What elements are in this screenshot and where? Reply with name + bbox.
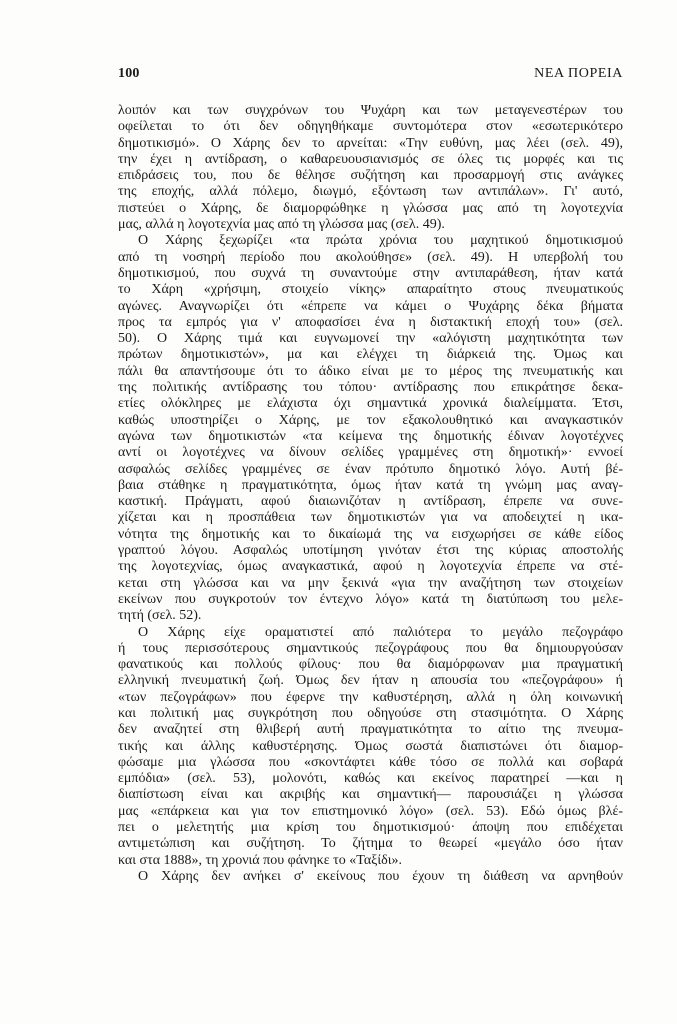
text-line: επιδράσεις του, που δε θέλησε συζήτηση και προσαρμογή στις ανάγκες: [118, 168, 623, 184]
text-line: αγώνα των δημοτικιστών «τα κείμενα της δημοτικής έδιναν λογοτέχνες: [118, 428, 623, 444]
text-line: πιστεύει ο Χάρης, δε διαμορφώθηκε η γλώσσα μας από τη λογοτεχνία: [118, 200, 623, 216]
text-line: χίζεται και η προσπάθεια των δημοτικιστών για να αποδειχτεί η ικα-: [118, 510, 623, 526]
text-line: από τη νοσηρή περίοδο που ακολούθησε» (σελ. 49). Η υπερβολή του: [118, 249, 623, 265]
text-line: κεται στη γλώσσα και να μην ξεκινά «για την αναζήτηση των στοιχείων: [118, 575, 623, 591]
text-line: και πολιτική μας συγκρότηση που οδηγούσε στη στασιμότητα. Ο Χάρης: [118, 705, 623, 721]
text-line: μας «επάρκεια και για τον επιστημονικό λόγο» (σελ. 53). Εδώ όμως βλέ-: [118, 803, 623, 819]
text-line: λοιπόν και των συγχρόνων του Ψυχάρη και των μεταγενεστέρων του: [118, 103, 623, 118]
text-line: πρώτων δημοτικιστών», μα και ελέγχει τη διάρκειά της. Όμως και: [118, 347, 623, 363]
page-number: 100: [118, 66, 140, 81]
text-line: αντιμετώπιση και συζήτηση. Το ζήτημα το θεωρεί «μεγάλο όσο ήταν: [118, 836, 623, 852]
text-line: πάλι θα απαντήσουμε ότι το άδικο είναι με το μέρος της πνευματικής και: [118, 363, 623, 379]
text-line: μας, αλλά η λογοτεχνία μας από τη γλώσσα μας (σελ. 49).: [118, 217, 445, 233]
text-line: εμπόδια» (σελ. 53), μολονότι, καθώς και εκείνος παρατηρεί —και η: [118, 771, 623, 787]
text-line: «των πεζογράφων» που έφερνε την καθυστέρηση, αλλά η όλη κοινωνική: [118, 689, 623, 705]
text-line: γραπτού λόγου. Ασφαλώς υποτίμηση γινόταν έτσι της κύριας αποστολής: [118, 543, 623, 559]
text-line: διαπίστωση είναι και ακριβής και σημαντική— παρουσιάζει η γλώσσα: [118, 787, 623, 803]
paragraph: [118, 233, 623, 624]
text-line: καθώς υποστηρίζει ο Χάρης, με τον εξακολουθητικό και αναγκαστικόν: [118, 412, 623, 428]
text-line: ασφαλώς σελίδες γραμμένες σε έναν πρότυπο δημοτικό λόγο. Αυτή βέ-: [118, 461, 623, 477]
text-line: την έχει η αντίδραση, ο καθαρευουσιανισμός σε όλες τις μορφές και τις: [118, 151, 623, 167]
paragraph: [118, 869, 623, 885]
text-line: Ο Χάρης είχε οραματιστεί από παλιότερα το μεγάλο πεζογράφο: [138, 624, 623, 640]
text-line: καστική. Πράγματι, αφού διαιωνιζόταν η αντίδραση, έπρεπε να συνε-: [118, 494, 623, 510]
text-line: αντί οι λογοτέχνες να δίνουν σελίδες γραμμένες στη δημοτική»· εννοεί: [118, 445, 623, 461]
text-line: φανατικούς και πολλούς φίλους· που θα διαμόρφωναν μια πραγματική: [118, 657, 623, 673]
text-line: ελληνική πνευματική ζωή. Όμως δεν ήταν η απουσία του «πεζογράφου» ή: [118, 673, 623, 689]
text-line: τητή (σελ. 52).: [118, 608, 202, 624]
text-line: ετίες ολόκληρες με ελάχιστα όχι σημαντικά χρονικά διαλείμματα. Έτσι,: [118, 396, 623, 412]
text-line: δημοτικισμό». Ο Χάρης δεν το αρνείται: «Την ευθύνη, μας λέει (σελ. 49),: [118, 135, 623, 151]
text-line: της εποχής, αλλά πόλεμο, διωγμό, εξόντωση των αντιπάλων». Γι' αυτό,: [118, 184, 623, 200]
text-line: εκείνων που συγκροτούν τον έντεχνο λόγο» κατά τη διατύπωση του μελε-: [118, 591, 623, 607]
running-head: [118, 66, 623, 88]
text-line: ή τους περισσότερους σημαντικούς πεζογράφους που θα δημιουργούσαν: [118, 640, 623, 656]
text-line: δημοτικισμού, που συχνά τη συναντούμε στην αντιπαράθεση, ήταν κατά: [118, 265, 623, 281]
text-line: προς τα εμπρός για ν' αποφασίσει ένα η διστακτική εποχή του» (σελ.: [118, 314, 623, 330]
text-line: αγώνες. Αναγνωρίζει ότι «έπρεπε να κάμει ο Ψυχάρης δέκα βήματα: [118, 298, 623, 314]
text-line: της λογοτεχνίας, όμως αναγκαστικά, αφού η λογοτεχνία έπρεπε να στέ-: [118, 559, 623, 575]
text-line: βαια στάθηκε η πραγματικότητα, όμως ήταν κατά τη γνώμη μας αναγ-: [118, 477, 623, 493]
text-line: νότητα της δημοτικής και το δικαίωμά της να εισχωρήσει σε κάθε είδος: [118, 526, 623, 542]
text-line: και στα 1888», τη χρονιά που φάνηκε το «Ταξίδι».: [118, 852, 403, 868]
text-line: οφείλεται το ότι δεν οδηγηθήκαμε συντομότερα στον «εσωτερικότερο: [118, 119, 623, 135]
paragraph: [118, 625, 623, 869]
text-line: το Χάρη «χρήσιμη, στοιχείο νίκης» απαραίτητο στους πνευματικούς: [118, 282, 623, 298]
text-line: Ο Χάρης δεν ανήκει σ' εκείνους που έχουν τη διάθεση να αρνηθούν: [138, 868, 623, 884]
text-line: δεν αναζητεί στη θλιβερή αυτή πραγματικότητα το αίτιο της πνευμα-: [118, 722, 623, 738]
text-line: πει ο μελετητής μια κρίση του δημοτικισμού· άποψη που επιδέχεται: [118, 820, 623, 836]
text-line: Ο Χάρης ξεχωρίζει «τα πρώτα χρόνια του μαχητικού δημοτικισμού: [138, 233, 623, 249]
body-text: [118, 103, 623, 885]
journal-title: ΝΕΑ ΠΟΡΕΙΑ: [534, 66, 623, 81]
text-line: φώσαμε μια γλώσσα που «σκοντάφτει κάθε τόσο σε πολλά και σοβαρά: [118, 754, 623, 770]
text-line: 50). Ο Χάρης τιμά και ευγνωμονεί την «αλόγιστη μαχητικότητα των: [118, 331, 623, 347]
paragraph: [118, 103, 623, 233]
text-line: τικής και άλλης καθυστέρησης. Όμως σωστά διαπιστώνει ότι διαμορ-: [118, 738, 623, 754]
text-line: της πολιτικής αντίδρασης του τόπου· αντίδρασης που επικράτησε δεκα-: [118, 380, 623, 396]
